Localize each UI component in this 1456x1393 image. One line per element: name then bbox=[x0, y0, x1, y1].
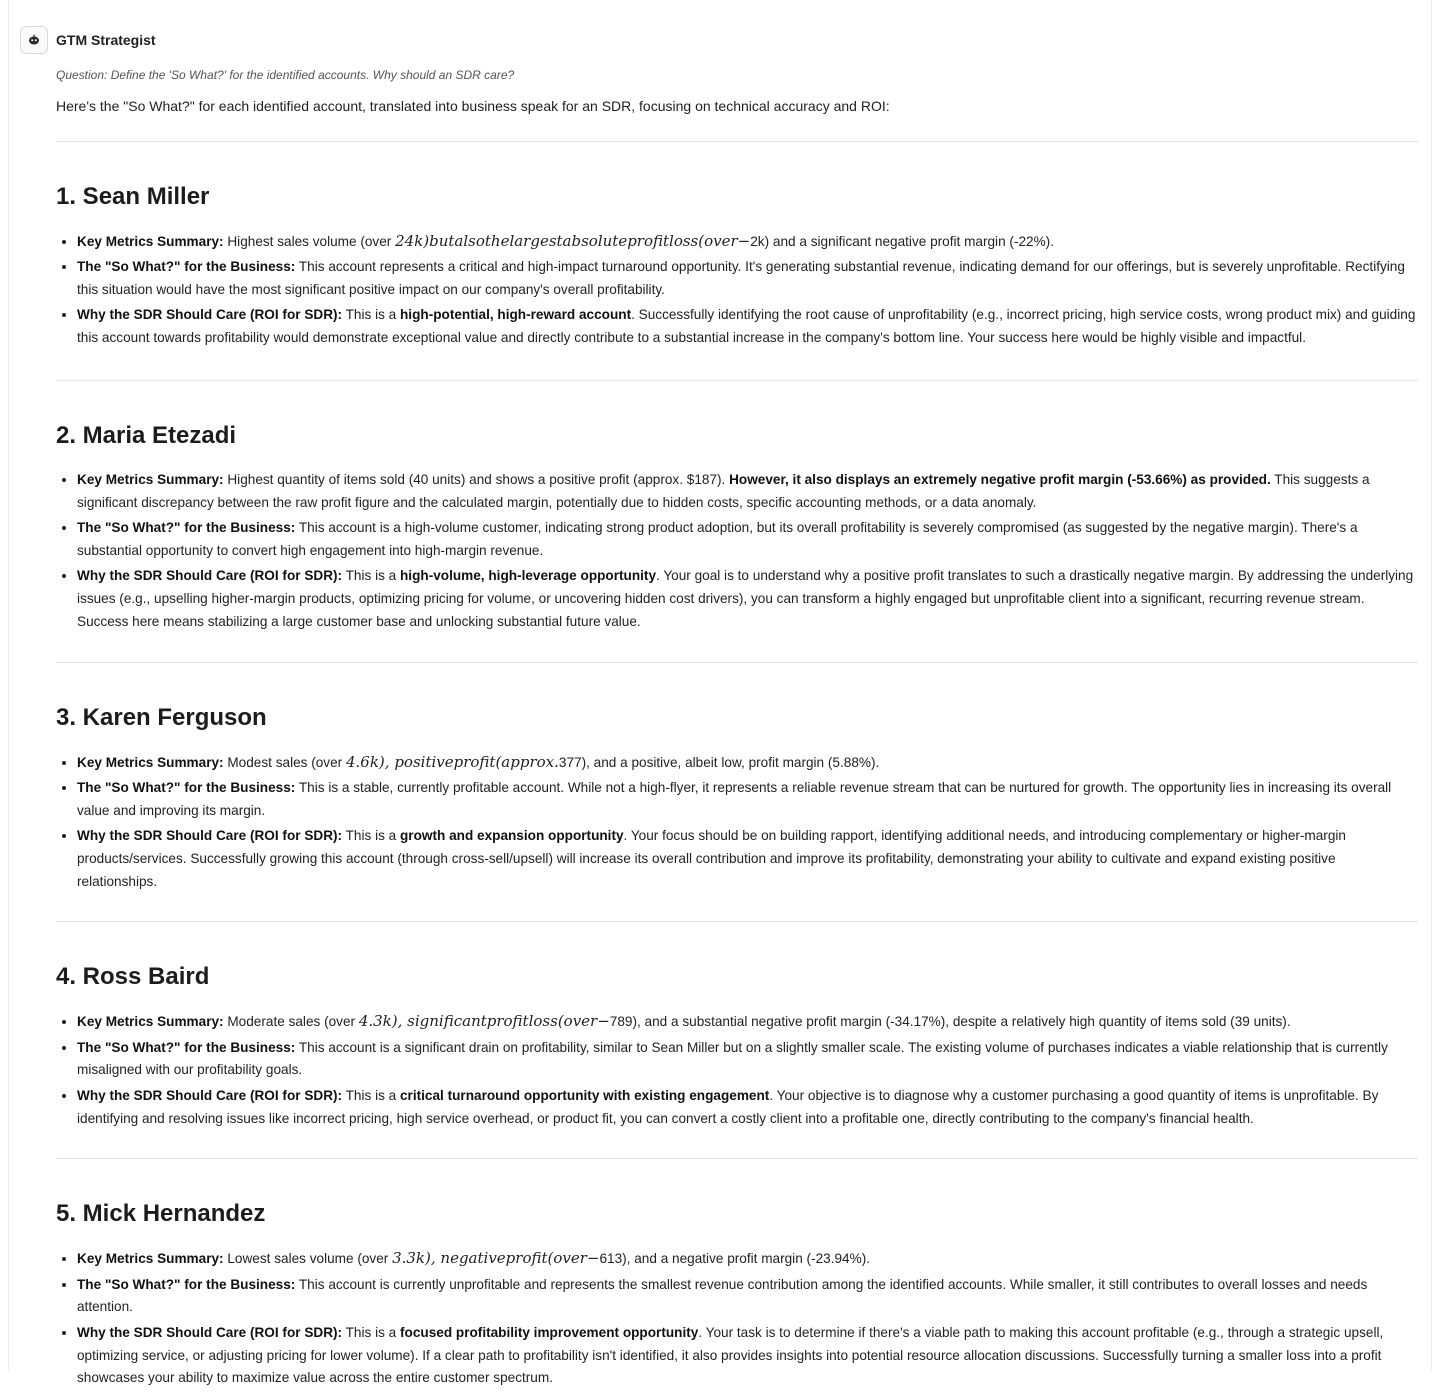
key-metrics-item bbox=[77, 230, 1418, 254]
why-sdr-text: This is a bbox=[345, 1324, 400, 1340]
account-points bbox=[56, 1010, 1418, 1130]
assistant-header bbox=[20, 24, 156, 56]
so-what-text: This is a stable, currently profitable account. While not a high-flyer, it represents a reliable revenue stream that can be nurtured for growth. The opportunity lies in increasing its overall value and improving its margin. bbox=[77, 779, 1392, 818]
why-sdr-emphasis: focused profitability improvement opportunity bbox=[400, 1324, 699, 1340]
why-sdr-text-end: . Successfully identifying the root cause of unprofitability (e.g., incorrect pricing, high service costs, wrong product mix) and guiding this account towards profitability would demonstrate exceptional value and directly contribute to a substantial increase in the company's bottom line. Your success here would be highly visible and impactful. bbox=[77, 307, 1416, 346]
so-what-label: The "So What?" for the Business: bbox=[77, 259, 296, 275]
why-sdr-emphasis: growth and expansion opportunity bbox=[400, 827, 624, 843]
key-metrics-text-end: 789), and a substantial negative profit margin (-34.17%), despite a relatively high quantity of items sold (39 units). bbox=[609, 1014, 1291, 1030]
key-metrics-label: Key Metrics Summary: bbox=[77, 234, 224, 249]
section-divider bbox=[56, 380, 1418, 381]
so-what-item bbox=[77, 517, 1418, 563]
section-divider bbox=[56, 1158, 1418, 1159]
message-content bbox=[56, 64, 1418, 1393]
so-what-label: The "So What?" for the Business: bbox=[77, 520, 296, 536]
why-sdr-text: This is a bbox=[345, 827, 400, 843]
so-what-item bbox=[77, 1274, 1418, 1320]
account-heading: 2. Maria Etezadi bbox=[56, 421, 237, 449]
so-what-item bbox=[77, 777, 1418, 823]
why-sdr-item bbox=[77, 565, 1418, 633]
accounts-list bbox=[56, 141, 1418, 1390]
why-sdr-text-end: . Your goal is to understand why a positive profit translates to such a drastically negative margin. By addressing the underlying issues (e.g., upselling higher-margin products, optimizing pricing for volume, or uncovering hidden cost drivers), you can transform a highly engaged but unprofitable client into a significant, recurring revenue stream. Success here means stabilizing a large customer base and unlocking substantial future value. bbox=[77, 568, 1414, 629]
account-heading: 1. Sean Miller bbox=[56, 183, 210, 210]
key-metrics-item bbox=[77, 469, 1418, 515]
why-sdr-label: Why the SDR Should Care (ROI for SDR): bbox=[77, 1087, 343, 1103]
section-divider bbox=[56, 921, 1418, 922]
account-heading: 5. Mick Hernandez bbox=[56, 1200, 266, 1228]
rendered-math-text: 3.3k), negativeprofit(over− bbox=[392, 1249, 600, 1268]
key-metrics-label: Key Metrics Summary: bbox=[77, 1014, 224, 1030]
assistant-name: GTM Strategist bbox=[56, 32, 156, 48]
so-what-item bbox=[77, 1037, 1418, 1083]
rendered-math-text: 4.6k), positiveprofit(approx. bbox=[345, 752, 559, 771]
why-sdr-emphasis: critical turnaround opportunity with existing engagement bbox=[400, 1087, 770, 1103]
why-sdr-text: This is a bbox=[345, 307, 400, 323]
key-metrics-text: Lowest sales volume (over bbox=[227, 1251, 393, 1267]
account-section bbox=[56, 182, 1418, 350]
key-metrics-text-end: 613), and a negative profit margin (-23.94%). bbox=[599, 1251, 870, 1267]
key-metrics-label: Key Metrics Summary: bbox=[77, 1251, 224, 1267]
why-sdr-text: This is a bbox=[345, 568, 400, 584]
account-points bbox=[56, 1247, 1418, 1390]
account-points bbox=[56, 469, 1418, 634]
why-sdr-item bbox=[77, 304, 1418, 350]
so-what-text: This account represents a critical and high-impact turnaround opportunity. It's generating substantial revenue, indicating demand for our offerings, but is severely unprofitable. Rectifying this situation would have the most significant positive impact on our company's overall profitability. bbox=[77, 259, 1405, 298]
key-metrics-text-end: This suggests a significant discrepancy between the raw profit figure and the calculated margin, potentially due to hidden costs, specific accounting methods, or a data anomaly. bbox=[77, 471, 1370, 510]
account-points bbox=[56, 230, 1418, 350]
account-heading: 3. Karen Ferguson bbox=[56, 703, 267, 731]
why-sdr-text-end: . Your focus should be on building rapport, identifying additional needs, and introducing complementary or higher-margin products/services. Successfully growing this account (through cross-sell/upsell) will increase its overall contribution and improve its profitability, demonstrating your ability to cultivate and expand existing positive relationships. bbox=[77, 827, 1346, 889]
why-sdr-label: Why the SDR Should Care (ROI for SDR): bbox=[77, 568, 343, 584]
key-metrics-label: Key Metrics Summary: bbox=[77, 471, 224, 487]
key-metrics-text-end: 2k) and a significant negative profit margin (-22%). bbox=[750, 234, 1054, 249]
account-section bbox=[56, 421, 1418, 634]
key-metrics-item bbox=[77, 751, 1418, 775]
key-metrics-emphasis: However, it also displays an extremely negative profit margin (-53.66%) as provided. bbox=[729, 471, 1271, 487]
so-what-text: This account is a high-volume customer, indicating strong product adoption, but its overall profitability is severely compromised (as suggested by the negative margin). There's a substantial opportunity to convert high engagement into high-margin revenue. bbox=[77, 520, 1358, 558]
account-section bbox=[56, 703, 1418, 894]
why-sdr-item bbox=[77, 825, 1418, 893]
account-heading: 4. Ross Baird bbox=[56, 963, 210, 991]
key-metrics-text: Modest sales (over bbox=[227, 754, 346, 770]
question-text: Question: Define the 'So What?' for the identified accounts. Why should an SDR care? bbox=[56, 68, 515, 82]
why-sdr-label: Why the SDR Should Care (ROI for SDR): bbox=[77, 827, 343, 843]
key-metrics-label: Key Metrics Summary: bbox=[77, 754, 224, 770]
key-metrics-text: Highest quantity of items sold (40 units) and shows a positive profit (approx. $187). bbox=[227, 471, 730, 487]
intro-text: Here's the "So What?" for each identified account, translated into business speak for an SDR, focusing on technical accuracy and ROI: bbox=[56, 98, 890, 114]
so-what-label: The "So What?" for the Business: bbox=[77, 779, 296, 795]
chat-bot-icon-glyph bbox=[27, 33, 41, 47]
key-metrics-text: Moderate sales (over bbox=[227, 1014, 359, 1030]
so-what-text: This account is currently unprofitable and represents the smallest revenue contribution among the identified accounts. While smaller, it still contributes to overall losses and needs attention. bbox=[77, 1276, 1368, 1315]
account-points bbox=[56, 751, 1418, 894]
why-sdr-text: This is a bbox=[345, 1087, 400, 1103]
chat-bot-icon[interactable] bbox=[20, 26, 48, 54]
so-what-label: The "So What?" for the Business: bbox=[77, 1039, 296, 1055]
section-divider bbox=[56, 141, 1418, 142]
rendered-math-text: 24k)butalsothelargestabsoluteprofitloss(over− bbox=[395, 232, 751, 250]
why-sdr-label: Why the SDR Should Care (ROI for SDR): bbox=[77, 307, 343, 323]
why-sdr-label: Why the SDR Should Care (ROI for SDR): bbox=[77, 1324, 343, 1340]
why-sdr-item bbox=[77, 1322, 1418, 1390]
key-metrics-text: Highest sales volume (over bbox=[227, 234, 396, 249]
section-divider bbox=[56, 662, 1418, 663]
account-section bbox=[56, 962, 1418, 1130]
account-section bbox=[56, 1199, 1418, 1390]
why-sdr-text-end: . Your task is to determine if there's a viable path to making this account profitable (e.g., through a strategic upsell, optimizing service, or adjusting pricing for lower volume). If a clear path to profitability isn't identified, it also provides insights into potential resource allocation discussions. Successfully turning a smaller loss into a profit showcases your ability to maximize value across the entire customer spectrum. bbox=[77, 1324, 1384, 1386]
so-what-label: The "So What?" for the Business: bbox=[77, 1276, 296, 1292]
why-sdr-emphasis: high-potential, high-reward account bbox=[400, 307, 632, 323]
so-what-text: This account is a significant drain on profitability, similar to Sean Miller but on a slightly smaller scale. The existing volume of purchases indicates a viable relationship that is currently misaligned with our profitability goals. bbox=[77, 1039, 1388, 1078]
so-what-item bbox=[77, 256, 1418, 302]
key-metrics-item bbox=[77, 1010, 1418, 1034]
key-metrics-text-end: 377), and a positive, albeit low, profit margin (5.88%). bbox=[558, 754, 880, 770]
why-sdr-item bbox=[77, 1085, 1418, 1131]
why-sdr-emphasis: high-volume, high-leverage opportunity bbox=[400, 568, 657, 584]
rendered-math-text: 4.3k), significantprofitloss(over− bbox=[358, 1012, 610, 1031]
key-metrics-item bbox=[77, 1247, 1418, 1271]
why-sdr-text-end: . Your objective is to diagnose why a customer purchasing a good quantity of items is unprofitable. By identifying and resolving issues like incorrect pricing, high service overhead, or product fit, you can convert a costly client into a profitable one, directly contributing to the company's financial health. bbox=[77, 1087, 1379, 1126]
